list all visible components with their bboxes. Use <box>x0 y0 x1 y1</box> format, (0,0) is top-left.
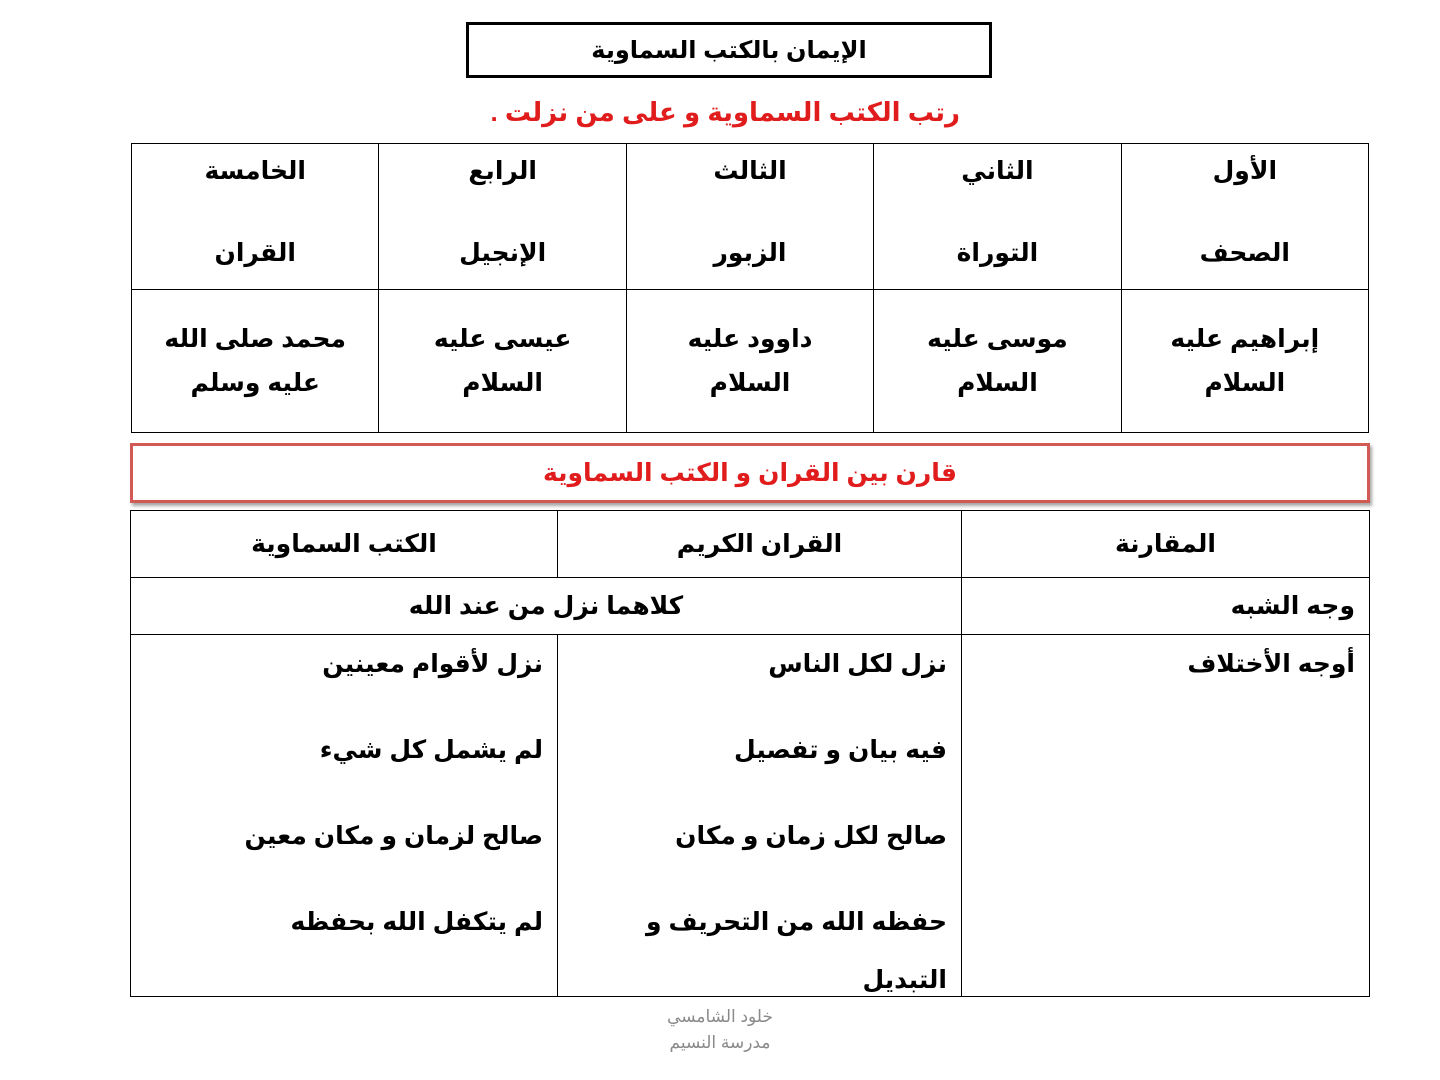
comparison-header-row <box>131 511 1370 578</box>
book-name: القران <box>214 239 296 267</box>
prophet-cell: إبراهيم عليه السلام <box>1121 289 1368 433</box>
list-item: حفظه الله من التحريف و التبديل <box>645 908 947 994</box>
list-item: صالح لكل زمان و مكان <box>675 822 947 850</box>
order-cell-5 <box>132 144 379 290</box>
book-name: التوراة <box>956 239 1039 267</box>
header-books: الكتب السماوية <box>131 511 558 578</box>
header-comparison: المقارنة <box>962 511 1370 578</box>
list-item: صالح لزمان و مكان معين <box>244 822 543 850</box>
prophets-row <box>132 289 1369 433</box>
order-cell-1 <box>1121 144 1368 290</box>
order-cell-3 <box>626 144 873 290</box>
prophet-cell: محمد صلى الله عليه وسلم <box>132 289 379 433</box>
comparison-table <box>130 510 1370 997</box>
books-order-table <box>131 143 1369 433</box>
similarity-label: وجه الشبه <box>962 578 1370 635</box>
book-name: الصحف <box>1199 239 1290 267</box>
differences-row <box>131 635 1370 997</box>
list-item: فيه بيان و تفصيل <box>734 736 947 764</box>
order-cell-2 <box>874 144 1121 290</box>
footer-credit <box>570 1004 870 1056</box>
quran-differences <box>558 635 962 997</box>
header-quran: القران الكريم <box>558 511 962 578</box>
ordinal-label: الخامسة <box>204 157 306 185</box>
prophet-cell: داوود عليه السلام <box>626 289 873 433</box>
school-name: مدرسة النسيم <box>669 1033 771 1052</box>
prophet-cell: عيسى عليه السلام <box>379 289 626 433</box>
prophet-cell: موسى عليه السلام <box>874 289 1121 433</box>
list-item: نزل لأقوام معينين <box>322 650 543 678</box>
books-differences <box>131 635 558 997</box>
page-title: الإيمان بالكتب السماوية <box>466 22 992 78</box>
book-name: الزبور <box>713 239 787 267</box>
similarity-row <box>131 578 1370 635</box>
differences-label: أوجه الأختلاف <box>962 635 1370 997</box>
ordinal-label: الرابع <box>468 157 537 185</box>
list-item: لم يتكفل الله بحفظه <box>290 908 543 936</box>
list-item: نزل لكل الناس <box>768 650 947 678</box>
author-name: خلود الشامسي <box>667 1007 773 1026</box>
ordinal-label: الثاني <box>961 157 1034 185</box>
compare-title: قارن بين القران و الكتب السماوية <box>130 443 1370 503</box>
instruction-text: رتب الكتب السماوية و على من نزلت . <box>490 96 960 127</box>
book-name: الإنجيل <box>459 239 547 267</box>
order-cell-4 <box>379 144 626 290</box>
ordinal-label: الثالث <box>713 157 787 185</box>
ordinal-label: الأول <box>1212 157 1278 185</box>
similarity-value: كلاهما نزل من عند الله <box>131 578 962 635</box>
books-row <box>132 144 1369 290</box>
list-item: لم يشمل كل شيء <box>319 736 543 764</box>
